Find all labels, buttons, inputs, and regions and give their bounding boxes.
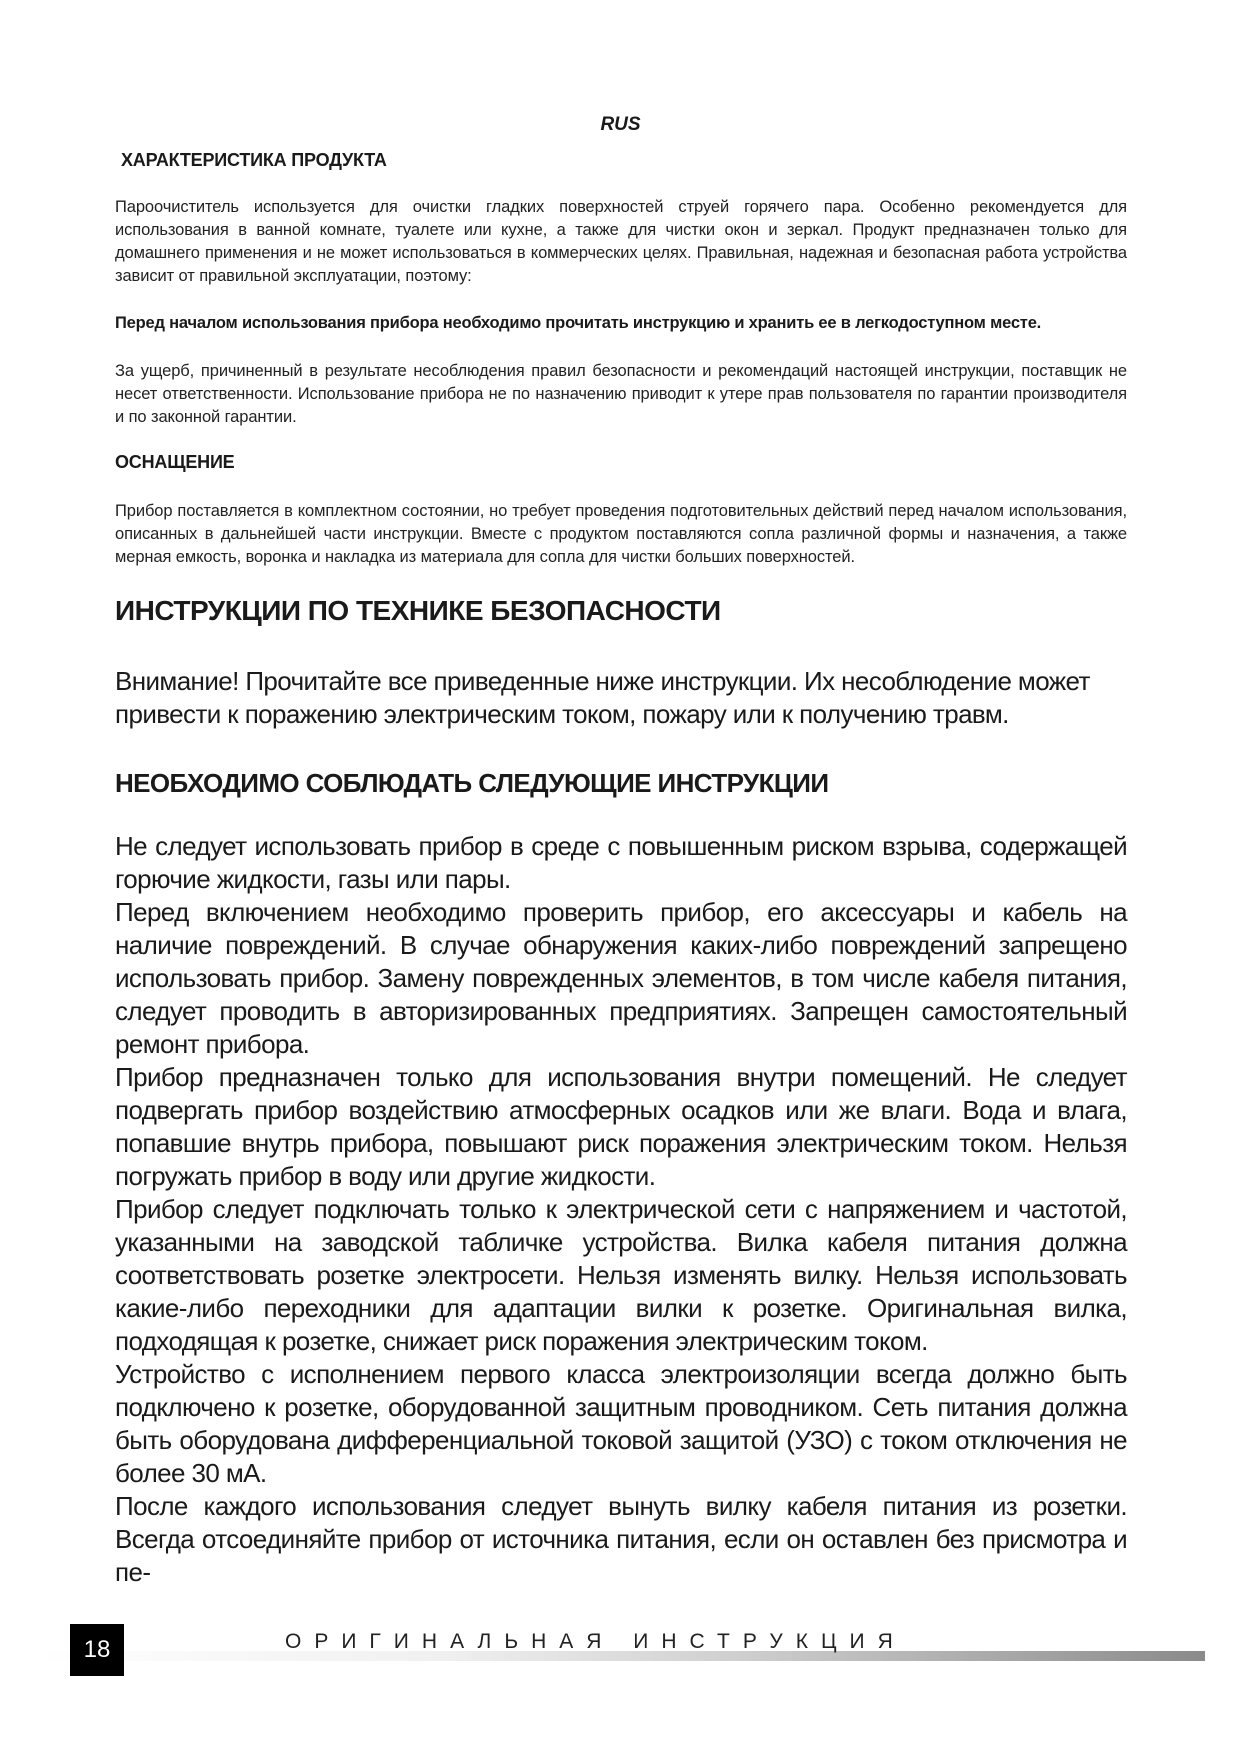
language-label: RUS xyxy=(600,114,641,135)
safety-rule: Не следует использовать прибор в среде с повышенным риском взрыва, содержащей горючие жидкости, газы или пары. xyxy=(115,831,1127,894)
safety-warning: Внимание! Прочитайте все приведенные ниже инструкции. Их несоблюдение может привести к поражению электрическим током, пожару или к получению травм. xyxy=(115,666,1090,729)
safety-rule: Прибор предназначен только для использования внутри помещений. Не следует подвергать прибор воздействию атмосферных осадков или же влаги. Вода и влага, попавшие внутрь прибора, повышают риск поражения электрическим током. Нельзя погружать прибор в воду или другие жидкости. xyxy=(115,1062,1127,1191)
liability-paragraph: За ущерб, причиненный в результате несоблюдения правил безопасности и рекомендаций настоящей инструкции, поставщик не несет ответственности. Использование прибора не по назначению приводит к утере прав пользователя по гарантии производителя и по законной гарантии. xyxy=(115,362,1127,426)
safety-rule: Устройство с исполнением первого класса электроизоляции всегда должно быть подключено к розетке, оборудованной защитным проводником. Сеть питания должна быть оборудована дифференциальной токовой защитой (УЗО) с током отключения не более 30 мА. xyxy=(115,1359,1127,1488)
product-heading: ХАРАКТЕРИСТИКА ПРОДУКТА xyxy=(121,150,387,170)
safety-heading: ИНСТРУКЦИИ ПО ТЕХНИКЕ БЕЗОПАСНОСТИ xyxy=(115,595,721,626)
page-number: 18 xyxy=(70,1624,124,1676)
footer-title: ОРИГИНАЛЬНАЯ ИНСТРУКЦИЯ xyxy=(285,1630,906,1653)
equipment-paragraph: Прибор поставляется в комплектном состоянии, но требует проведения подготовительных действий перед началом использования, описанных в дальнейшей части инструкции. Вместе с продуктом поставляются сопла различной формы и назначения, а также мерная емкость, воронка и накладка из материала для сопла для чистки больших поверхностей. xyxy=(115,502,1127,566)
safety-rules-list xyxy=(115,830,1127,1589)
product-description: Пароочиститель используется для очистки гладких поверхностей струей горячего пара. Особенно рекомендуется для использования в ванной комнате, туалете или кухне, а также для чистки окон и зеркал. Продукт предназначен только для домашнего применения и не может использоваться в коммерческих целях. Правильная, надежная и безопасная работа устройства зависит от правильной эксплуатации, поэтому: xyxy=(115,198,1127,285)
instruction-notice: Перед началом использования прибора необходимо прочитать инструкцию и хранить ее в легкодоступном месте. xyxy=(115,314,1042,332)
safety-rule: Перед включением необходимо проверить прибор, его аксессуары и кабель на наличие повреждений. В случае обнаружения каких-либо повреждений запрещено использовать прибор. Замену поврежденных элементов, в том числе кабеля питания, следует проводить в авторизированных предприятиях. Запрещен самостоятельный ремонт прибора. xyxy=(115,897,1127,1059)
safety-subheading: НЕОБХОДИМО СОБЛЮДАТЬ СЛЕДУЮЩИЕ ИНСТРУКЦИИ xyxy=(115,768,829,798)
equipment-heading: ОСНАЩЕНИЕ xyxy=(115,452,235,472)
safety-rule: Прибор следует подключать только к электрической сети с напряжением и частотой, указанными на заводской табличке устройства. Вилка кабеля питания должна соответствовать розетке электросети. Нельзя изменять вилку. Нельзя использовать какие-либо переходники для адаптации вилки к розетке. Оригинальная вилка, подходящая к розетке, снижает риск поражения электрическим током. xyxy=(115,1194,1127,1356)
safety-rule: После каждого использования следует вынуть вилку кабеля питания из розетки. Всегда отсоединяйте прибор от источника питания, если он оставлен без присмотра и пе- xyxy=(115,1491,1127,1587)
